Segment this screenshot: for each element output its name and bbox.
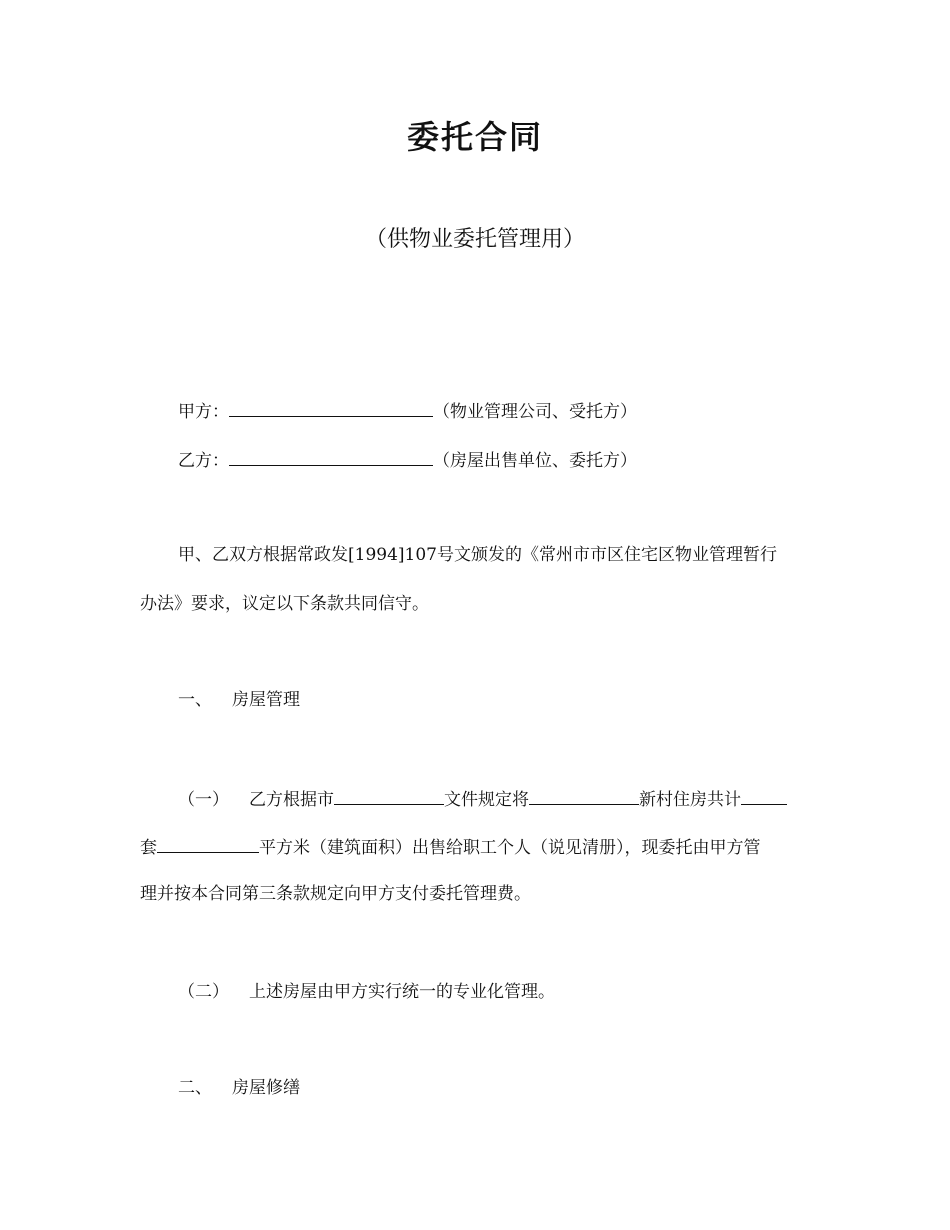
party-a-blank (229, 398, 433, 417)
clause-1-text-b: 文件规定将 (444, 790, 529, 810)
party-a-label: 甲方： (178, 402, 229, 422)
party-b-label: 乙方： (178, 451, 229, 471)
party-b-line (178, 447, 637, 473)
section-2-number: 二、 (178, 1078, 212, 1098)
clause-1-line-2 (140, 834, 761, 860)
section-1-title: 房屋管理 (232, 690, 300, 710)
clause-1-text-e: 平方米（建筑面积）出售给职工个人（说见清册），现委托由甲方管 (259, 838, 761, 858)
document-title: 委托合同 (406, 118, 543, 156)
clause-2-number: （二） (178, 982, 229, 1002)
city-document-blank (334, 786, 444, 805)
preamble-line-2: 办法》要求，议定以下条款共同信守。 (140, 594, 429, 614)
clause-1-text-a: 乙方根据市 (249, 790, 334, 810)
preamble-line-1: 甲、乙双方根据常政发[1994]107号文颁发的《常州市市区住宅区物业管理暂行 (178, 545, 777, 565)
section-2-heading (178, 1076, 300, 1100)
house-count-blank (741, 786, 787, 805)
party-b-note: （房屋出售单位、委托方） (433, 451, 637, 471)
clause-1-line-3: 理并按本合同第三条款规定向甲方支付委托管理费。 (140, 884, 531, 904)
party-b-blank (229, 447, 433, 466)
clause-2-text: 上述房屋由甲方实行统一的专业化管理。 (249, 982, 555, 1002)
clause-1-text-d: 套 (140, 838, 157, 858)
party-a-line (178, 398, 637, 424)
section-1-heading (178, 688, 300, 712)
section-2-title: 房屋修缮 (232, 1078, 300, 1098)
clause-1-line-1 (178, 786, 787, 812)
floor-area-blank (157, 834, 259, 853)
document-subtitle: （供物业委托管理用） (364, 227, 585, 252)
party-a-note: （物业管理公司、受托方） (433, 402, 637, 422)
clause-2-line (178, 980, 555, 1004)
village-name-blank (529, 786, 639, 805)
clause-1-number: （一） (178, 790, 229, 810)
section-1-number: 一、 (178, 690, 212, 710)
clause-1-text-c: 新村住房共计 (639, 790, 741, 810)
